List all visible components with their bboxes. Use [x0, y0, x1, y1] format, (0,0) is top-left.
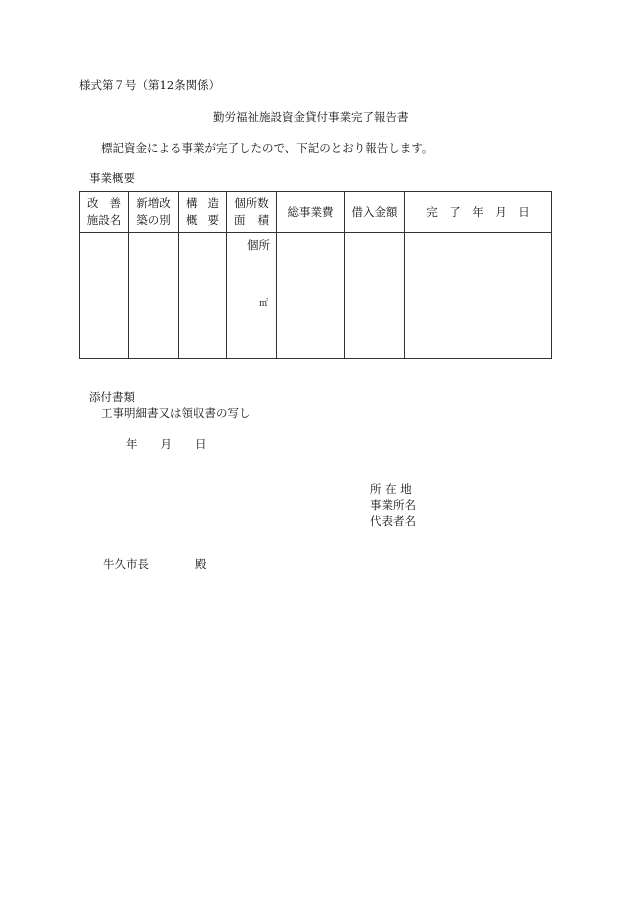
- office-name-label: 事業所名: [370, 498, 416, 512]
- document-title: 勤労福祉施設資金貸付事業完了報告書: [213, 110, 409, 124]
- cell-construction-type[interactable]: [129, 233, 179, 359]
- table-header-row: [80, 192, 552, 233]
- section-title: 事業概要: [89, 171, 135, 185]
- cell-count-area[interactable]: [227, 233, 277, 359]
- table-row: [80, 233, 552, 359]
- cell-total-cost[interactable]: [277, 233, 345, 359]
- unit-area-label: ㎡: [258, 299, 268, 309]
- header-loan-amount: 借入金額: [345, 192, 405, 233]
- attachments-item: 工事明細書又は領収書の写し: [101, 406, 251, 420]
- date-line: 年 月 日: [126, 437, 207, 451]
- project-summary-table: [79, 191, 552, 359]
- cell-facility-name[interactable]: [80, 233, 129, 359]
- header-structure-outline: 構 造 概 要: [179, 192, 227, 233]
- intro-text: 標記資金による事業が完了したので、下記のとおり報告します。: [101, 141, 434, 155]
- cell-structure-outline[interactable]: [179, 233, 227, 359]
- header-total-cost: 総事業費: [277, 192, 345, 233]
- addressee: 牛久市長: [103, 557, 149, 571]
- header-count-area: 個所数 面 積: [227, 192, 277, 233]
- unit-count-label: 個所: [247, 238, 270, 252]
- header-completion-date: 完 了 年 月 日: [405, 192, 552, 233]
- honorific: 殿: [195, 557, 207, 571]
- cell-completion-date[interactable]: [405, 233, 552, 359]
- representative-label: 代表者名: [370, 514, 416, 528]
- form-number: 様式第７号（第12条関係）: [79, 78, 221, 92]
- address-label: 所 在 地: [370, 482, 412, 496]
- header-construction-type: 新増改 築の別: [129, 192, 179, 233]
- attachments-label: 添付書類: [89, 390, 135, 404]
- cell-loan-amount[interactable]: [345, 233, 405, 359]
- header-facility-name: 改 善 施設名: [80, 192, 129, 233]
